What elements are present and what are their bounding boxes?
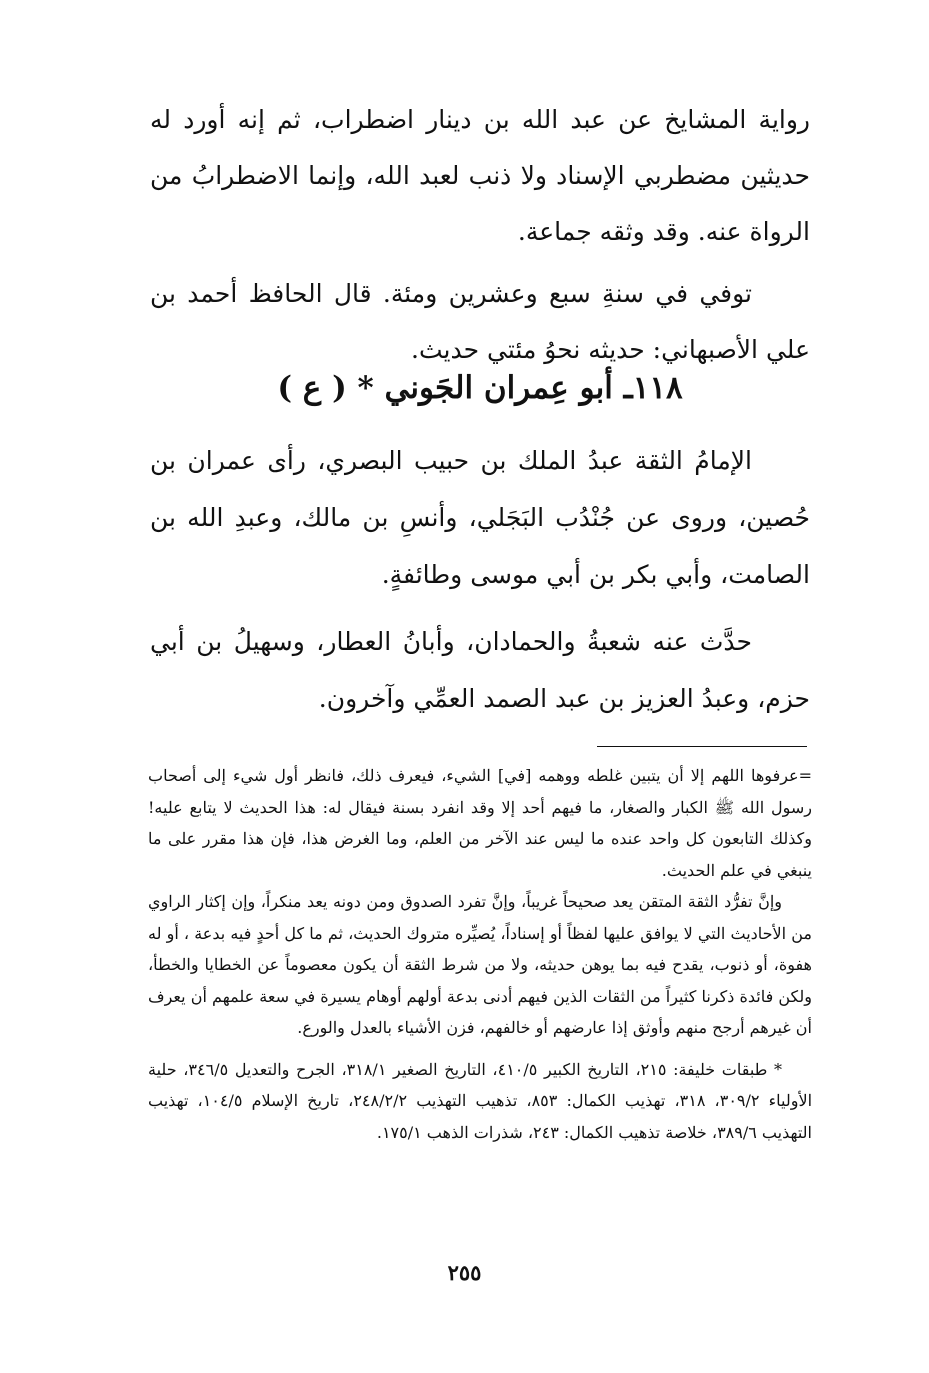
entry-paragraph-1: الإمامُ الثقة عبدُ الملك بن حبيب البصري، رأى عمران بن حُصين، وروى عن جُنْدُب البَجَلي، وأنسِ بن مالك، وعبدِ الله بن الصامت، وأبي بكر بن أبي موسى وطائفةٍ. (150, 446, 810, 589)
footnotes (148, 760, 812, 1148)
intro-paragraph-1: رواية المشايخ عن عبد الله بن دينار اضطراب، ثم إنه أورد له حديثين مضطربي الإسناد ولا ذنب لعبد الله، وإنما الاضطرابُ من الرواة عنه. وقد وثقه جماعة. (150, 105, 810, 246)
entry-heading: ١١٨ـ أبو عِمران الجَوني * ( ع ) (277, 370, 683, 406)
footnote-divider (597, 746, 807, 747)
intro-paragraph-2: توفي في سنةِ سبع وعشرين ومئة. قال الحافظ أحمد بن علي الأصبهاني: حديثه نحوُ مئتي حديث. (150, 279, 810, 364)
footnote-sources: * طبقات خليفة: ٢١٥، التاريخ الكبير ٤١٠/٥، التاريخ الصغير ٣١٨/١، الجرح والتعديل ٣٤٦/٥، حلية الأولياء ٣٠٩/٢، ٣١٨، تهذيب الكمال: ٨٥٣، تذهيب التهذيب ٢٤٨/٢/٢، تاريخ الإسلام ١٠٤/٥، تهذيب التهذيب ٣٨٩/٦، خلاصة تذهيب الكمال: ٢٤٣، شذرات الذهب ١٧٥/١. (148, 1059, 813, 1142)
footnote-continuation: =عرفوها اللهم إلا أن يتبين غلطه ووهمه [في] الشيء، فيعرف ذلك، فانظر أول شيء إلى أصحاب رسول الله ﷺ الكبار والصغار، ما فيهم أحد إلا وقد انفرد بسنة فيقال له: هذا الحديث لا يتابع عليه! وكذلك التابعون كل واحد عنده ما ليس عند الآخر من العلم، وما الغرض هذا، فإن هذا مقرر على ما ينبغي في علم الحديث. (148, 766, 812, 880)
continuation-text (150, 92, 810, 378)
entry-body (150, 432, 810, 727)
footnote-paragraph: وإنَّ تفرُّد الثقة المتقن يعد صحيحاً غريباً، وإنَّ تفرد الصدوق ومن دونه يعد منكراً، وإن إكثار الراوي من الأحاديث التي لا يوافق عليها لفظاً أو إسناداً، يُصيِّره متروك الحديث، ثم ما كل أحدٍ فيه بدعة ، أو له هفوة، أو ذنوب، يقدح فيه بما يوهن حديثه، ولا من شرط الثقة أن يكون معصوماً عن الخطايا والخطأ، ولكن فائدة ذكرنا كثيراً من الثقات الذين فيهم أدنى بدعة أولهم أوهام يسيرة في سعة علمهم أن يعرف أن غيرهم أرجح منهم وأوثق إذا عارضهم أو خالفهم، فزن الأشياء بالعدل والورع. (148, 892, 812, 1037)
page-number: ٢٥٥ (447, 1260, 482, 1285)
entry-paragraph-2: حدَّث عنه شعبةُ والحمادان، وأبانُ العطار، وسهيلُ بن أبي حزم، وعبدُ العزيز بن عبد الصمد العمِّي وآخرون. (150, 627, 810, 713)
